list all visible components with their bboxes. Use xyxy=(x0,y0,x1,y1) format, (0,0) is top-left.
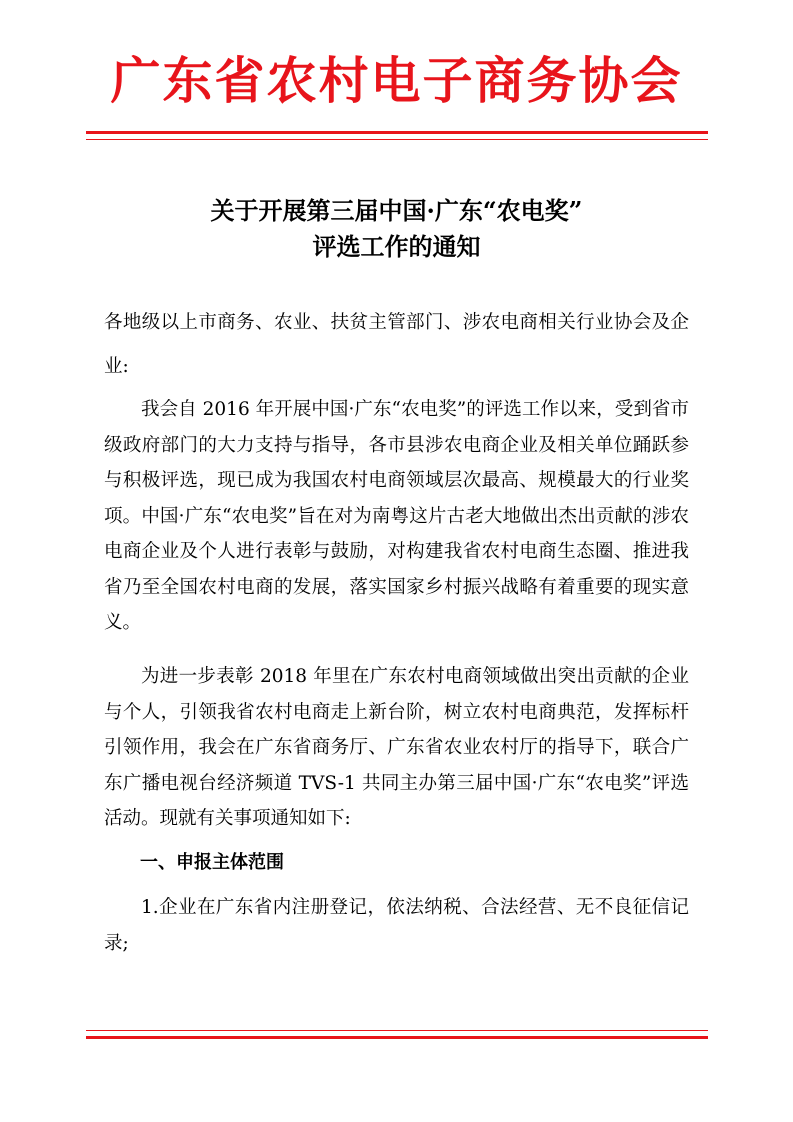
section-1-item-1: 1.企业在广东省内注册登记，依法纳税、合法经营、无不良征信记录; xyxy=(104,897,689,954)
header-rule-thin xyxy=(86,139,708,140)
body-paragraph-2: 为进一步表彰 2018 年里在广东农村电商领域做出突出贡献的企业与个人，引领我省农村电商走上新台阶，树立农村电商典范，发挥标杆引领作用，我会在广东省商务厅、广东省农业农村厅的指导下，联合广东广播电视台经济频道 TVS-1 共同主办第三届中国·广东“农电奖”评选活动。现就有关事项通知如下: xyxy=(104,666,689,829)
body-paragraph-1: 我会自 2016 年开展中国·广东“农电奖”的评选工作以来，受到省市级政府部门的大力支持与指导，各市县涉农电商企业及相关单位踊跃参与积极评选，现已成为我国农村电商领域层次最高、规模最大的行业奖项。中国·广东“农电奖”旨在对为南粤这片古老大地做出杰出贡献的涉农电商企业及个人进行表彰与鼓励，对构建我省农村电商生态圈、推进我省乃至全国农村电商的发展，落实国家乡村振兴战略有着重要的现实意义。 xyxy=(104,399,689,633)
organization-letterhead: 广东省农村电子商务协会 xyxy=(110,51,683,110)
notice-title-line-1: 关于开展第三届中国·广东“农电奖” xyxy=(210,196,583,225)
header-rule-thick xyxy=(86,131,708,134)
notice-title-line-2: 评选工作的通知 xyxy=(312,232,481,261)
footer-rule-thin xyxy=(86,1030,708,1031)
salutation: 各地级以上市商务、农业、扶贫主管部门、涉农电商相关行业协会及企业: xyxy=(104,312,689,377)
section-heading-1: 一、申报主体范围 xyxy=(140,852,284,873)
footer-rule-thick xyxy=(86,1036,708,1039)
